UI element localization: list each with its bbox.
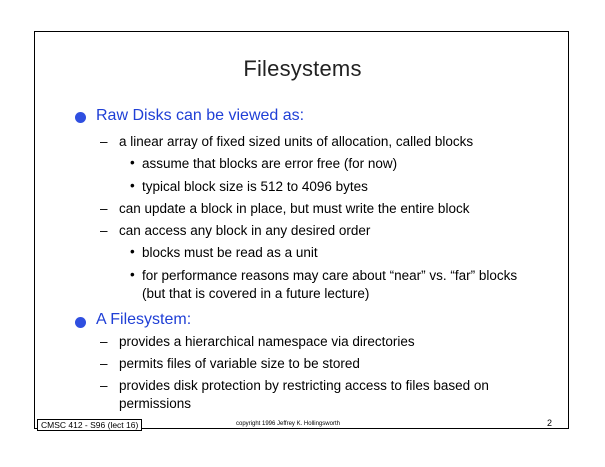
list-item: permits files of variable size to be stored <box>119 356 360 371</box>
sub-list-item: assume that blocks are error free (for now) <box>142 156 398 171</box>
dash-icon: – <box>100 201 108 216</box>
bullet-dot-icon: • <box>130 267 135 282</box>
list-item: provides disk protection by restricting access to files based on permissions <box>119 378 489 411</box>
copyright-notice: copyright 1996 Jeffrey K. Hollingsworth <box>236 421 340 427</box>
dash-icon: – <box>100 223 108 238</box>
section-bullet-icon <box>75 112 86 123</box>
bullet-dot-icon: • <box>130 155 135 170</box>
dash-icon: – <box>100 356 108 371</box>
page-number: 2 <box>547 418 553 428</box>
sub-list-item: blocks must be read as a unit <box>142 245 318 260</box>
section-heading: A Filesystem: <box>96 311 192 328</box>
list-item: a linear array of fixed sized units of allocation, called blocks <box>119 134 474 149</box>
list-item: provides a hierarchical namespace via directories <box>119 334 415 349</box>
dash-icon: – <box>100 378 108 393</box>
sub-list-item: typical block size is 512 to 4096 bytes <box>142 179 368 194</box>
slide-title: Filesystems <box>243 56 362 81</box>
course-label: CMSC 412 - S96 (lect 16) <box>37 419 142 431</box>
bullet-dot-icon: • <box>130 178 135 193</box>
dash-icon: – <box>100 134 108 149</box>
section-heading: Raw Disks can be viewed as: <box>96 107 305 124</box>
bullet-dot-icon: • <box>130 244 135 259</box>
section-bullet-icon <box>75 317 86 328</box>
sub-list-item: for performance reasons may care about “near” vs. “far” blocks (but that is covered in a future lecture) <box>142 268 518 301</box>
dash-icon: – <box>100 334 108 349</box>
list-item: can update a block in place, but must write the entire block <box>119 201 470 216</box>
list-item: can access any block in any desired order <box>119 223 371 238</box>
